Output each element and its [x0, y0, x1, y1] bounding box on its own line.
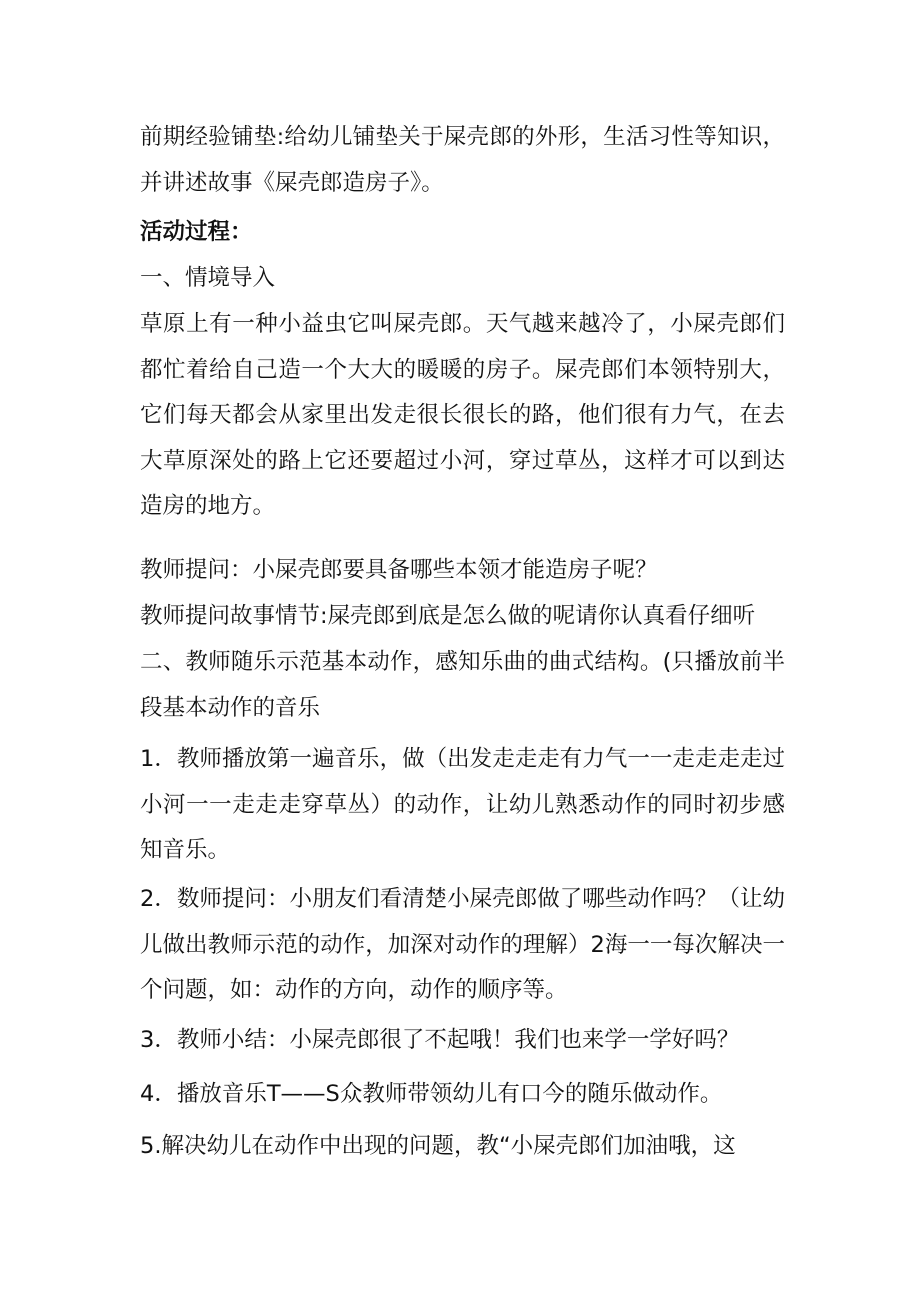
- teacher-question: 教师提问：小屎壳郎要具备哪些本领才能造房子呢？: [140, 557, 658, 583]
- step-heading-demonstration: 二、教师随乐示范基本动作，感知乐曲的曲式结构。(只播放前半段基本动作的音乐: [140, 649, 785, 721]
- section-heading-activity-process: 活动过程：: [140, 219, 253, 245]
- step-heading-scenario: 一、情境导入: [140, 265, 276, 291]
- list-item-3: 3．教师小结：小屎壳郎很了不起哦！我们也来学一学好吗？: [140, 1027, 740, 1053]
- teacher-question-plot: 教师提问故事情节:屎壳郎到底是怎么做的呢请你认真看仔细听: [140, 603, 756, 629]
- intro-paragraph: 前期经验铺垫:给幼儿铺垫关于屎壳郎的外形，生活习性等知识，并讲述故事《屎壳郎造房子》。: [140, 124, 785, 196]
- list-item-1: 1．教师播放第一遍音乐，做（出发走走走有力气一一走走走走过小河一一走走走穿草丛）的动作，让幼儿熟悉动作的同时初步感知音乐。: [140, 746, 785, 863]
- list-item-2: 2．数师提问：小朋友们看清楚小屎壳郎做了哪些动作吗？（让幼儿做出教师示范的动作，加深对动作的理解）2海一一每次解决一个问题，如：动作的方向，动作的顺序等。: [140, 886, 785, 1003]
- list-item-5: 5.解决幼儿在动作中出现的问题，教“小屎壳郎们加油哦，这: [140, 1133, 736, 1159]
- story-paragraph: 草原上有一种小益虫它叫屎壳郎。天气越来越冷了，小屎壳郎们都忙着给自己造一个大大的暖暖的房子。屎壳郎们本领特别大，它们每天都会从家里出发走很长很长的路，他们很有力气，在去大草原深处的路上它还要超过小河，穿过草丛，这样才可以到达造房的地方。: [140, 311, 785, 519]
- list-item-4: 4．播放音乐T——S众教师带领幼儿有口今的随乐做动作。: [140, 1081, 723, 1107]
